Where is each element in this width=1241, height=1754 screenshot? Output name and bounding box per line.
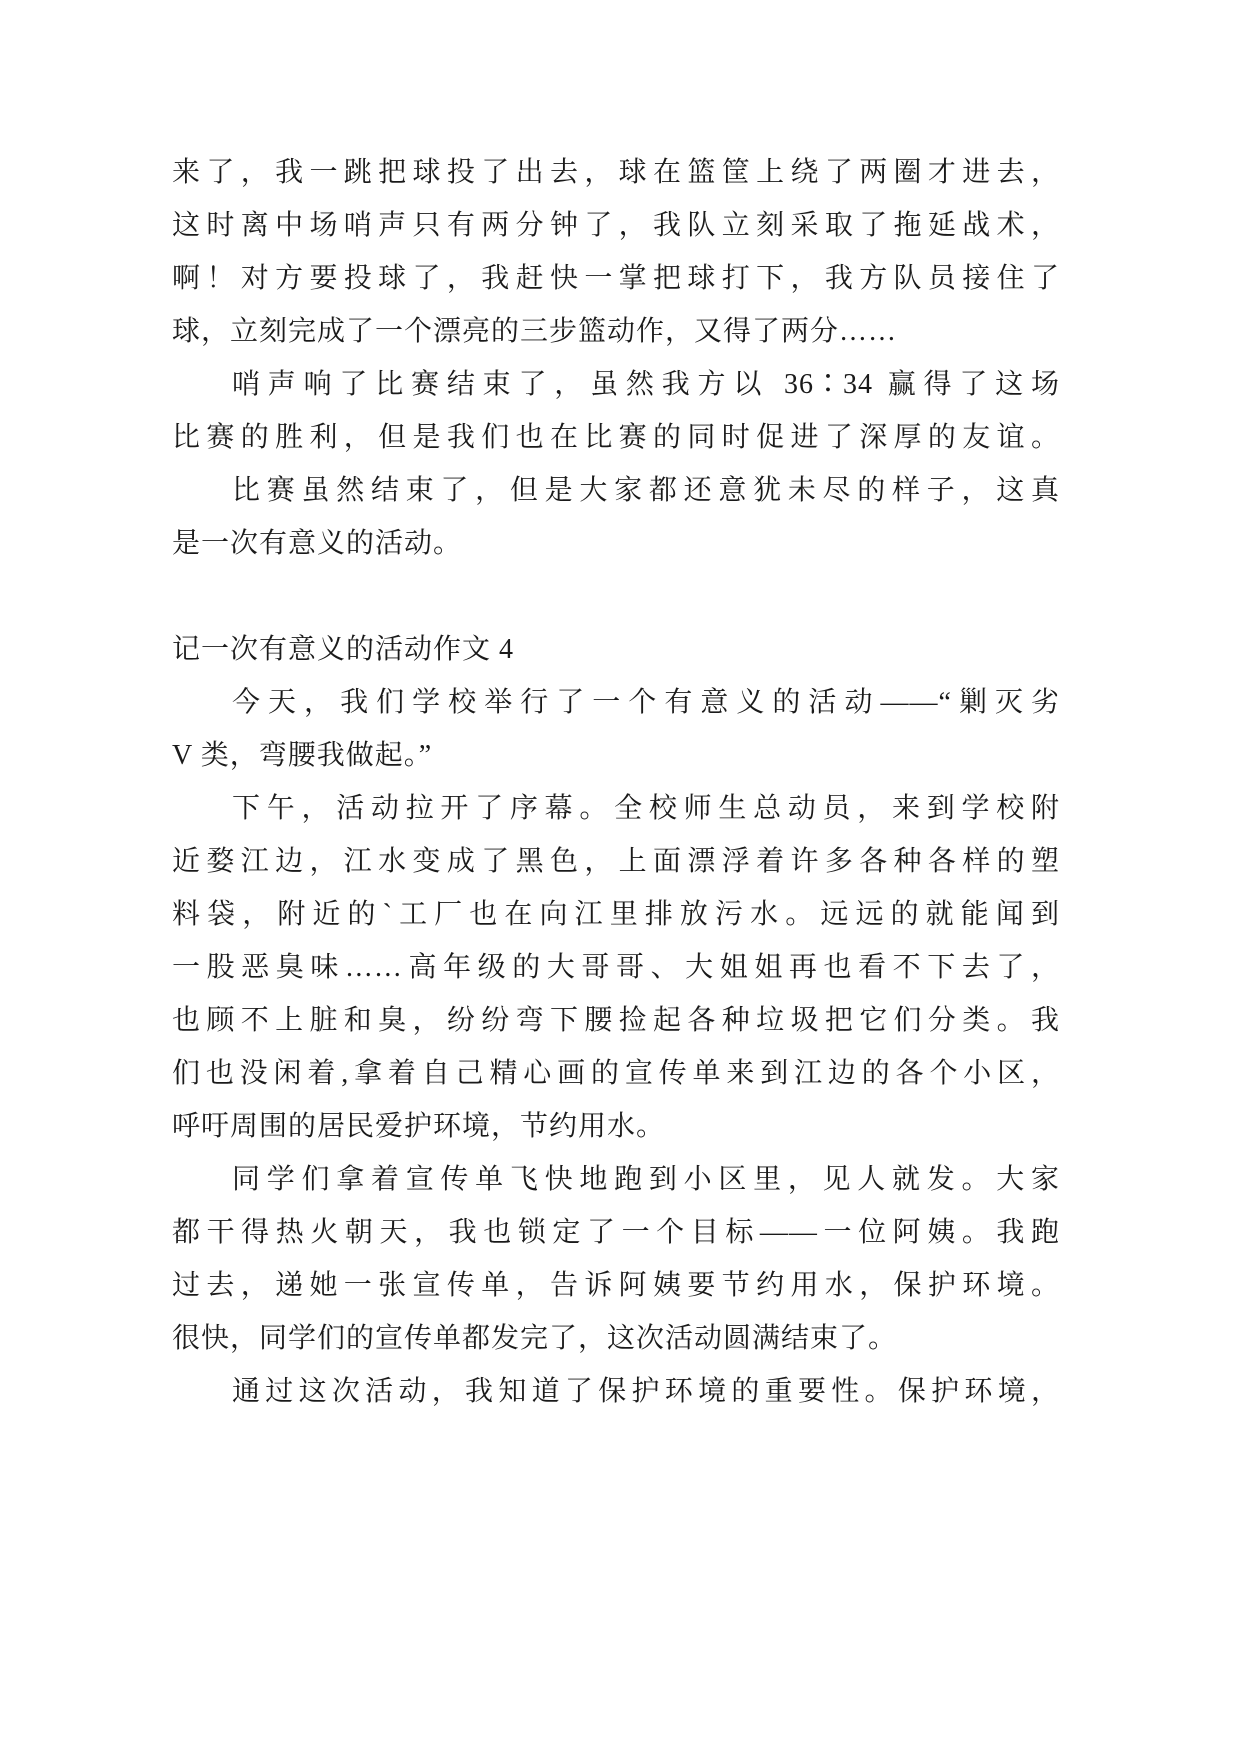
paragraph <box>172 146 1062 358</box>
paragraph <box>172 464 1062 570</box>
text-line: 们也没闲着,拿着自己精心画的宣传单来到江边的各个小区， <box>172 1058 1060 1089</box>
section-title: 记一次有意义的活动作文 4 <box>172 634 515 665</box>
text-line: 都干得热火朝天，我也锁定了一个目标——一位阿姨。我跑 <box>172 1217 1060 1248</box>
paragraph <box>172 1153 1062 1365</box>
text-line: 来了，我一跳把球投了出去，球在篮筐上绕了两圈才进去， <box>172 157 1060 188</box>
text-line: 比赛虽然结束了，但是大家都还意犹未尽的样子，这真 <box>232 475 1060 506</box>
paragraph <box>172 676 1062 782</box>
text-line: 啊！对方要投球了，我赶快一掌把球打下，我方队员接住了 <box>172 263 1060 294</box>
section-spacer <box>172 570 1062 623</box>
text-line: 是一次有意义的活动。 <box>172 528 463 559</box>
document-body <box>172 146 1062 1418</box>
paragraph <box>172 1365 1062 1418</box>
paragraph <box>172 782 1062 1153</box>
text-line: 呼吁周围的居民爱护环境，节约用水。 <box>172 1111 666 1142</box>
text-line: 同学们拿着宣传单飞快地跑到小区里，见人就发。大家 <box>232 1164 1060 1195</box>
text-line: 哨声响了比赛结束了，虽然我方以 36∶34 赢得了这场 <box>232 369 1060 400</box>
text-line: 球，立刻完成了一个漂亮的三步篮动作，又得了两分…… <box>172 316 898 347</box>
paragraph <box>172 358 1062 464</box>
text-line: 近婺江边，江水变成了黑色，上面漂浮着许多各种各样的塑 <box>172 846 1060 877</box>
text-line: 今天，我们学校举行了一个有意义的活动——“剿灭劣 <box>232 687 1060 718</box>
text-line: 也顾不上脏和臭，纷纷弯下腰捡起各种垃圾把它们分类。我 <box>172 1005 1060 1036</box>
text-line: 过去，递她一张宣传单，告诉阿姨要节约用水，保护环境。 <box>172 1270 1060 1301</box>
text-line: 很快，同学们的宣传单都发完了，这次活动圆满结束了。 <box>172 1323 898 1354</box>
text-line: 比赛的胜利，但是我们也在比赛的同时促进了深厚的友谊。 <box>172 422 1060 453</box>
text-line: 这时离中场哨声只有两分钟了，我队立刻采取了拖延战术， <box>172 210 1060 241</box>
text-line: 下午，活动拉开了序幕。全校师生总动员，来到学校附 <box>232 793 1060 824</box>
text-line: 通过这次活动，我知道了保护环境的重要性。保护环境， <box>232 1376 1060 1407</box>
text-line: 一股恶臭味……高年级的大哥哥、大姐姐再也看不下去了， <box>172 952 1060 983</box>
text-line: V 类，弯腰我做起。” <box>172 740 433 771</box>
text-line: 料袋，附近的`工厂也在向江里排放污水。远远的就能闻到 <box>172 899 1060 930</box>
